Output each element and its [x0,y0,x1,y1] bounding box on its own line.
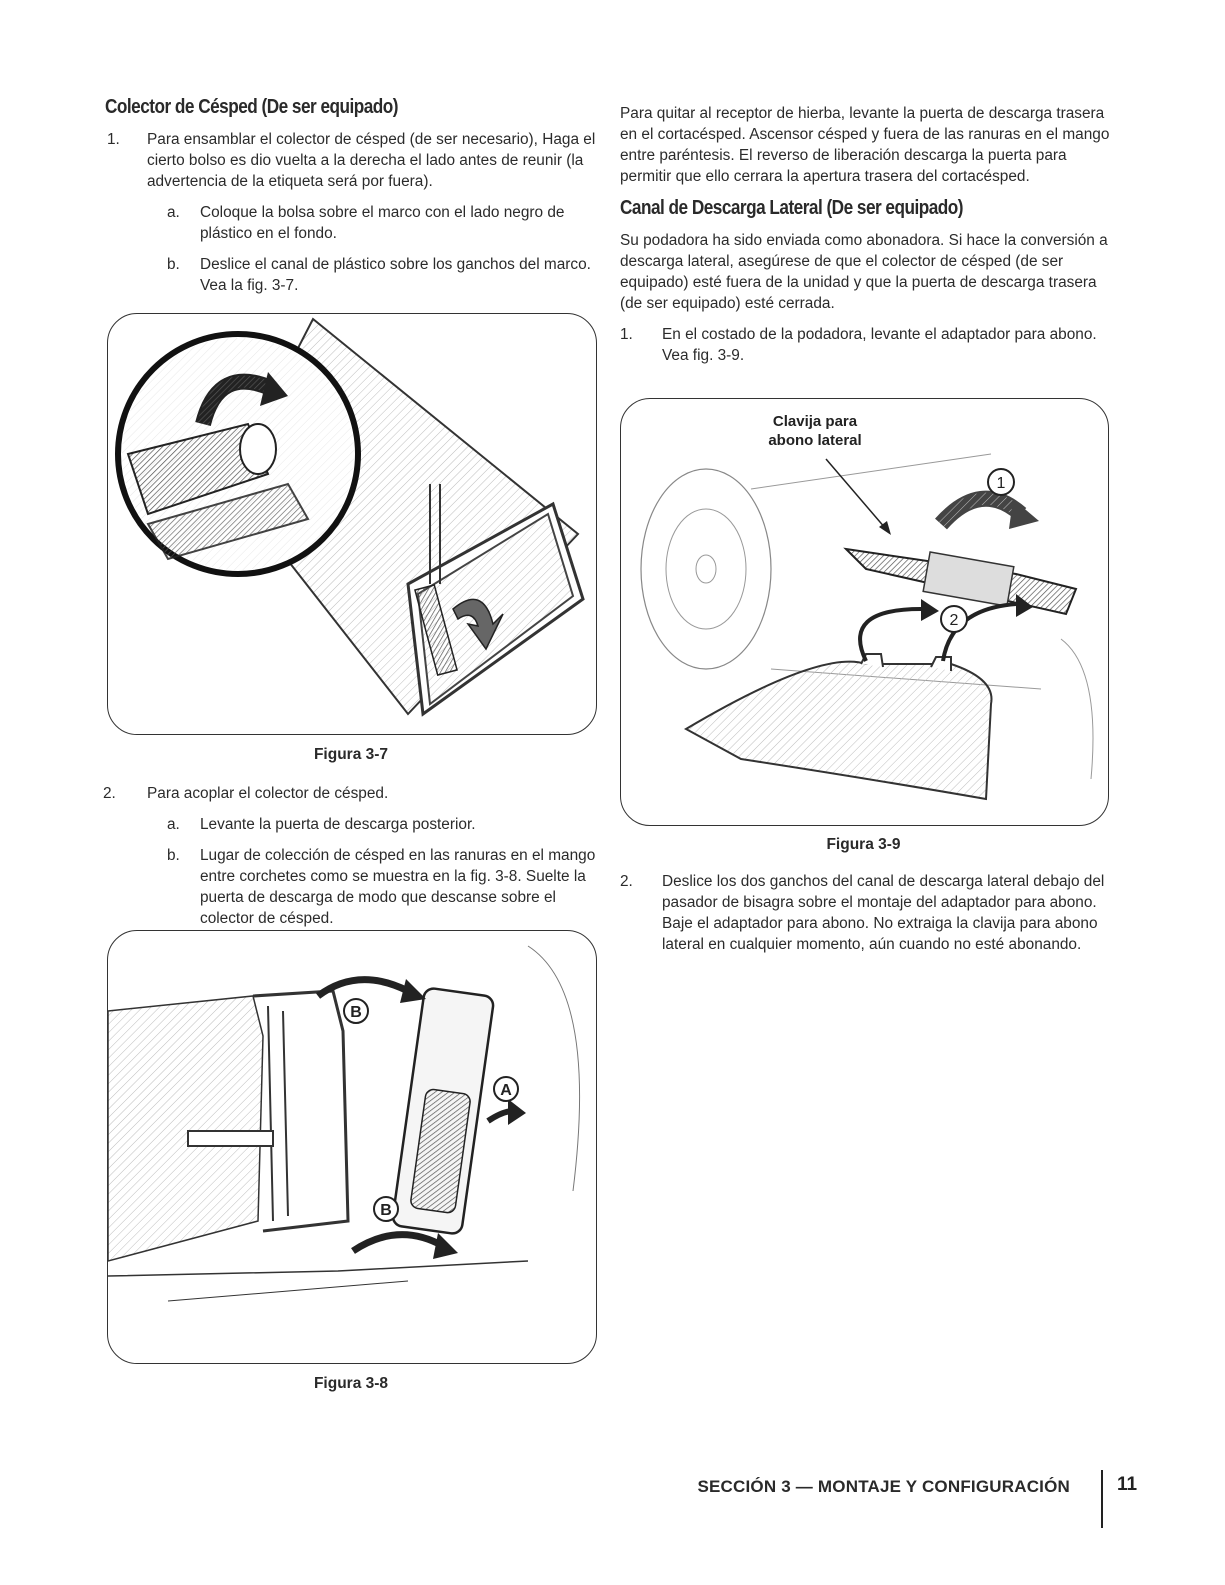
label-b-top: B [350,1004,362,1021]
step-text: Deslice los dos ganchos del canal de descarga lateral debajo del pasador de bisagra sobre el montaje del adaptador para abono. Baje el adaptador para abono. No extraiga la clavija para abono lateral en cualquier momento, aún cuando no esté abonando. [662,873,1105,953]
right-column [620,103,1110,376]
left-column-step-2 [105,783,600,939]
figure-3-7-caption: Figura 3-7 [313,746,389,763]
substep-b [105,845,600,929]
step-text: En el costado de la podadora, levante el adaptador para abono. Vea fig. 3-9. [662,326,1097,364]
step-number: 2. [620,873,633,890]
substep-text: Levante la puerta de descarga posterior. [200,816,476,833]
substep-a [105,814,600,835]
figure-3-9-caption: Figura 3-9 [826,836,901,853]
label-a: A [500,1082,512,1099]
step-text: Para ensamblar el colector de césped (de ser necesario), Haga el cierto bolso es dio vuelta a la derecha el lado antes de reunir (la advertencia de la etiqueta será por fuera). [147,131,596,190]
step-2 [105,783,600,804]
substep-text: Deslice el canal de plástico sobre los ganchos del marco. Vea la fig. 3-7. [200,256,591,294]
callout-1: 1 [996,475,1006,492]
page-number: 11 [1117,1474,1138,1495]
step-2 [620,871,1110,955]
mulch-plug-label: Clavija para abono lateral [768,413,862,449]
substep-text: Coloque la bolsa sobre el marco con el lado negro de plástico en el fondo. [200,204,565,242]
section-heading-grass-collector: Colector de Césped (De ser equipado) [105,96,399,118]
right-column-step-2 [620,871,1110,965]
footer-divider [1101,1470,1103,1528]
substep-b [105,254,600,296]
figure-3-8 [107,930,597,1364]
mulch-plug-illustration [621,399,1108,825]
side-discharge-paragraph: Su podadora ha sido enviada como abonadora. Si hace la conversión a descarga lateral, asegúrese de que el colector de césped (de ser equipado) esté fuera de la unidad y que la puerta de descarga trasera (de ser equipado) esté cerrada. [620,232,1108,312]
callout-2: 2 [949,612,959,629]
section-heading-side-discharge: Canal de Descarga Lateral (De ser equipado) [620,197,963,219]
figure-3-7 [107,313,597,735]
step-number: 1. [620,326,633,343]
substep-letter: a. [167,204,180,221]
step-number: 2. [103,785,116,802]
substep-text: Lugar de colección de césped en las ranuras en el mango entre corchetes como se muestra en la fig. 3-8. Suelte la puerta de descarga de modo que descanse sobre el colector de césped. [200,847,596,927]
step-number: 1. [107,131,120,148]
intro-paragraph: Para quitar al receptor de hierba, levante la puerta de descarga trasera en el cortacésped. Ascensor césped y fuera de las ranuras en el mango entre paréntesis. El reverso de liberación descarga la puerta para permitir que ello cerrara la apertura trasera del cortacésped. [620,105,1110,185]
substep-letter: b. [167,256,180,273]
step-text: Para acoplar el colector de césped. [147,785,389,802]
label-b-bottom: B [380,1202,392,1219]
substep-letter: a. [167,816,180,833]
grass-bag-frame-illustration [108,314,596,734]
figure-3-9 [620,398,1109,826]
substep-a [105,202,600,244]
step-1 [620,324,1110,366]
grass-collector-attach-illustration [108,931,596,1363]
figure-3-8-caption: Figura 3-8 [313,1375,389,1392]
footer-section-title: SECCIÓN 3 — MONTAJE Y CONFIGURACIÓN [697,1477,1070,1496]
substep-letter: b. [167,847,180,864]
left-column [105,96,600,306]
step-1 [105,129,600,192]
